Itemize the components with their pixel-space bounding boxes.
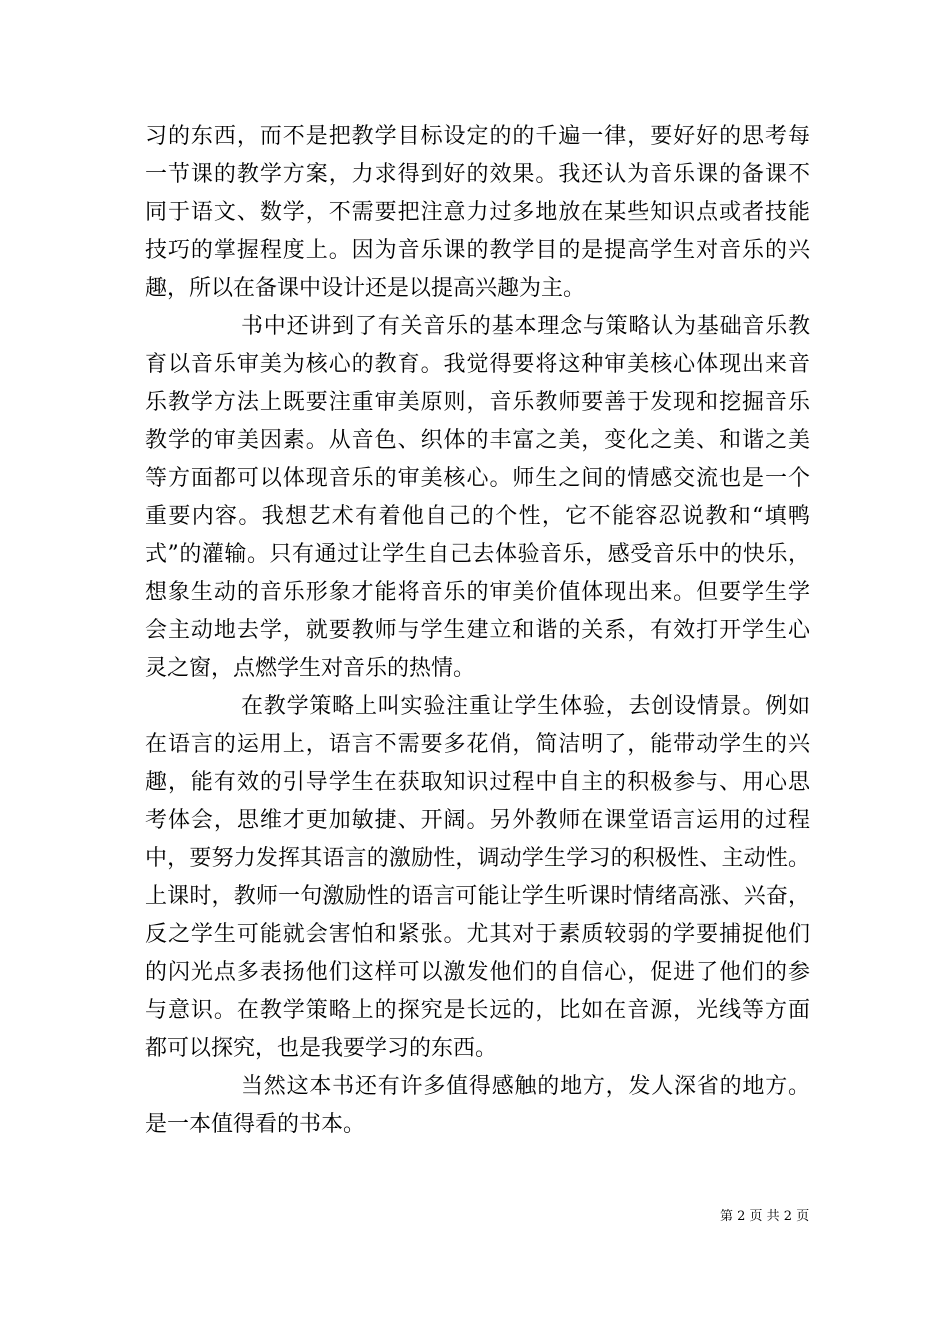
paragraph <box>145 688 810 1068</box>
text-line: 乐教学方法上既要注重审美原则，音乐教师要善于发现和挖掘音乐 <box>145 390 810 415</box>
paragraph <box>145 118 810 308</box>
text-line: 教学的审美因素。从音色、织体的丰富之美，变化之美、和谐之美 <box>145 428 810 453</box>
text-line: 当然这本书还有许多值得感触的地方，发人深省的地方。 <box>241 1074 810 1099</box>
page-number-footer: 第 2 页 共 2 页 <box>720 1209 810 1224</box>
text-line: 育以音乐审美为核心的教育。我觉得要将这种审美核心体现出来音 <box>145 352 810 377</box>
text-line: 在语言的运用上，语言不需要多花俏，简洁明了，能带动学生的兴 <box>145 732 810 757</box>
text-line: 趣，所以在备课中设计还是以提高兴趣为主。 <box>145 276 586 301</box>
text-line: 一节课的教学方案，力求得到好的效果。我还认为音乐课的备课不 <box>145 162 810 187</box>
text-line: 重要内容。我想艺术有着他自己的个性，它不能容忍说教和“填鸭 <box>145 504 810 529</box>
text-line: 趣，能有效的引导学生在获取知识过程中自主的积极参与、用心思 <box>145 770 810 795</box>
text-line: 都可以探究，也是我要学习的东西。 <box>145 1036 498 1061</box>
text-line: 上课时，教师一句激励性的语言可能让学生听课时情绪高涨、兴奋， <box>145 884 810 909</box>
text-line: 书中还讲到了有关音乐的基本理念与策略认为基础音乐教 <box>241 314 810 339</box>
text-line: 反之学生可能就会害怕和紧张。尤其对于素质较弱的学要捕捉他们 <box>145 922 810 947</box>
text-line: 想象生动的音乐形象才能将音乐的审美价值体现出来。但要学生学 <box>145 580 810 605</box>
text-line: 的闪光点多表扬他们这样可以激发他们的自信心，促进了他们的参 <box>145 960 810 985</box>
paragraph <box>145 1068 810 1144</box>
text-line: 灵之窗，点燃学生对音乐的热情。 <box>145 656 476 681</box>
text-line: 会主动地去学，就要教师与学生建立和谐的关系，有效打开学生心 <box>145 618 810 643</box>
text-line: 考体会，思维才更加敏捷、开阔。另外教师在课堂语言运用的过程 <box>145 808 810 833</box>
text-line: 式”的灌输。只有通过让学生自己去体验音乐，感受音乐中的快乐， <box>145 542 810 567</box>
text-line: 与意识。在教学策略上的探究是长远的，比如在音源，光线等方面 <box>145 998 810 1023</box>
paragraph <box>145 308 810 688</box>
text-line: 等方面都可以体现音乐的审美核心。师生之间的情感交流也是一个 <box>145 466 810 491</box>
text-line: 同于语文、数学，不需要把注意力过多地放在某些知识点或者技能 <box>145 200 810 225</box>
text-line: 中，要努力发挥其语言的激励性，调动学生学习的积极性、主动性。 <box>145 846 810 871</box>
document-body <box>145 118 810 1144</box>
text-line: 技巧的掌握程度上。因为音乐课的教学目的是提高学生对音乐的兴 <box>145 238 810 263</box>
text-line: 是一本值得看的书本。 <box>145 1112 366 1137</box>
text-line: 在教学策略上叫实验注重让学生体验，去创设情景。例如 <box>241 694 810 719</box>
text-line: 习的东西，而不是把教学目标设定的的千遍一律，要好好的思考每 <box>145 124 810 149</box>
